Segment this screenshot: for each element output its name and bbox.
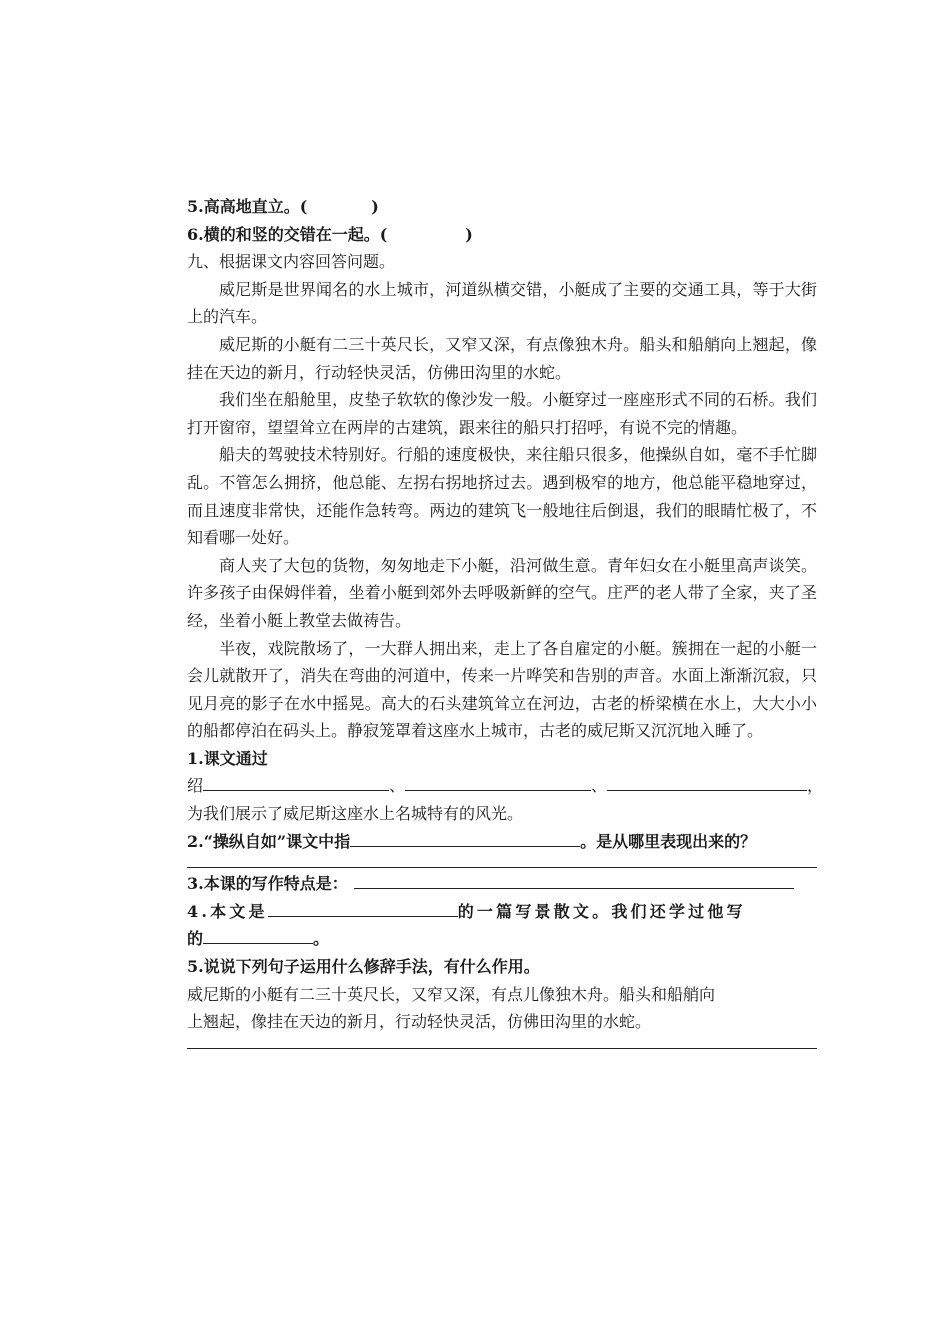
passage-paragraph: 我们坐在船舱里，皮垫子软软的像沙发一般。小艇穿过一座座形式不同的石桥。我们打开窗帘，望望耸立在两岸的古建筑，跟来往的船只打招呼，有说不完的情趣。 — [187, 390, 817, 437]
q1-separator: 、 — [591, 776, 608, 796]
q3-answer-blank[interactable] — [354, 870, 794, 889]
q1-answer-blank-1[interactable] — [203, 772, 389, 791]
q3-prompt: 3.本课的写作特点是： — [187, 874, 348, 894]
passage-paragraph: 半夜，戏院散场了，一大群人拥出来，走上了各自雇定的小艇。簇拥在一起的小艇一会儿就散开了，消失在弯曲的河道中，传来一片哗笑和告别的声音。水面上渐渐沉寂，只见月亮的影子在水中摇晃。高大的石头建筑耸立在河边，古老的桥梁横在水上，大大小小的船都停泊在码头上。静寂笼罩着这座水上城市，古老的威尼斯又沉沉地入睡了。 — [187, 638, 817, 741]
q5-quote-line: 上翘起，像挂在天边的新月，行动轻快灵活，仿佛田沟里的水蛇。 — [187, 1012, 652, 1032]
question-1-label: 1.课文通过 — [187, 748, 268, 768]
q5-answer-line[interactable] — [187, 1036, 817, 1049]
item-5 — [187, 193, 817, 221]
passage-paragraph: 威尼斯是世界闻名的水上城市，河道纵横交错，小艇成了主要的交通工具，等于大街上的汽车。 — [187, 279, 817, 327]
q1-separator: 、 — [389, 776, 406, 796]
q5-quote-line: 威尼斯的小艇有二三十英尺长，又窄又深，有点儿像独木舟。船头和船艄向 — [187, 984, 716, 1004]
question-3 — [187, 870, 817, 898]
q2-prompt: 2.“操纵自如”课文中指 — [187, 831, 351, 851]
q4-prefix: 的 — [187, 929, 204, 949]
section-heading: 九、根据课文内容回答问题。 — [187, 252, 396, 272]
q2-answer-blank[interactable] — [350, 828, 580, 847]
q4-prompt: 4.本文是 — [187, 901, 268, 921]
q1-answer-blank-3[interactable] — [607, 772, 807, 791]
q2-answer-line[interactable] — [187, 855, 817, 868]
question-1-continuation: 为我们展示了威尼斯这座水上名城特有的风光。 — [187, 804, 524, 824]
question-2 — [187, 828, 817, 856]
passage-paragraph: 威尼斯的小艇有二三十英尺长，又窄又深，有点像独木舟。船头和船艄向上翘起，像挂在天边的新月，行动轻快灵活，仿佛田沟里的水蛇。 — [187, 334, 817, 382]
q4-middle-text: 的一篇写景散文。我们还学过他写 — [457, 901, 746, 921]
q1-prefix: 绍 — [187, 776, 204, 796]
question-4-continuation — [187, 925, 817, 953]
question-1-blanks — [187, 772, 824, 800]
q1-suffix: ， — [807, 776, 824, 796]
q2-question: 。是从哪里表现出来的？ — [580, 831, 757, 851]
worksheet-content — [187, 193, 824, 1049]
passage-paragraph: 商人夹了大包的货物，匆匆地走下小艇，沿河做生意。青年妇女在小艇里高声谈笑。许多孩子由保姆伴着，坐着小艇到郊外去呼吸新鲜的空气。庄严的老人带了全家，夹了圣经，坐着小艇上教堂去做祷告。 — [187, 555, 817, 630]
item-6 — [187, 221, 817, 249]
q4-suffix: 。 — [313, 929, 330, 949]
question-4 — [187, 898, 817, 926]
q1-answer-blank-2[interactable] — [405, 772, 591, 791]
item-number: 6. — [187, 224, 204, 244]
passage-paragraph: 船夫的驾驶技术特别好。行船的速度极快，来往船只很多，他操纵自如，毫不手忙脚乱。不管怎么拥挤，他总能、左拐右拐地挤过去。遇到极窄的地方，他总能平稳地穿过，而且速度非常快，还能作急转弯。两边的建筑飞一般地往后倒退，我们的眼睛忙极了，不知看哪一处好。 — [187, 445, 817, 548]
q4-answer-blank-2[interactable] — [203, 925, 313, 944]
item-close-paren: ) — [465, 224, 473, 244]
q4-answer-blank-1[interactable] — [268, 898, 458, 917]
item-text: 高高地直立。( — [203, 197, 308, 216]
item-text: 横的和竖的交错在一起。( — [203, 224, 388, 244]
item-number: 5. — [187, 197, 204, 216]
item-close-paren: ) — [371, 197, 379, 216]
question-5: 5.说说下列句子运用什么修辞手法，有什么作用。 — [187, 957, 540, 977]
